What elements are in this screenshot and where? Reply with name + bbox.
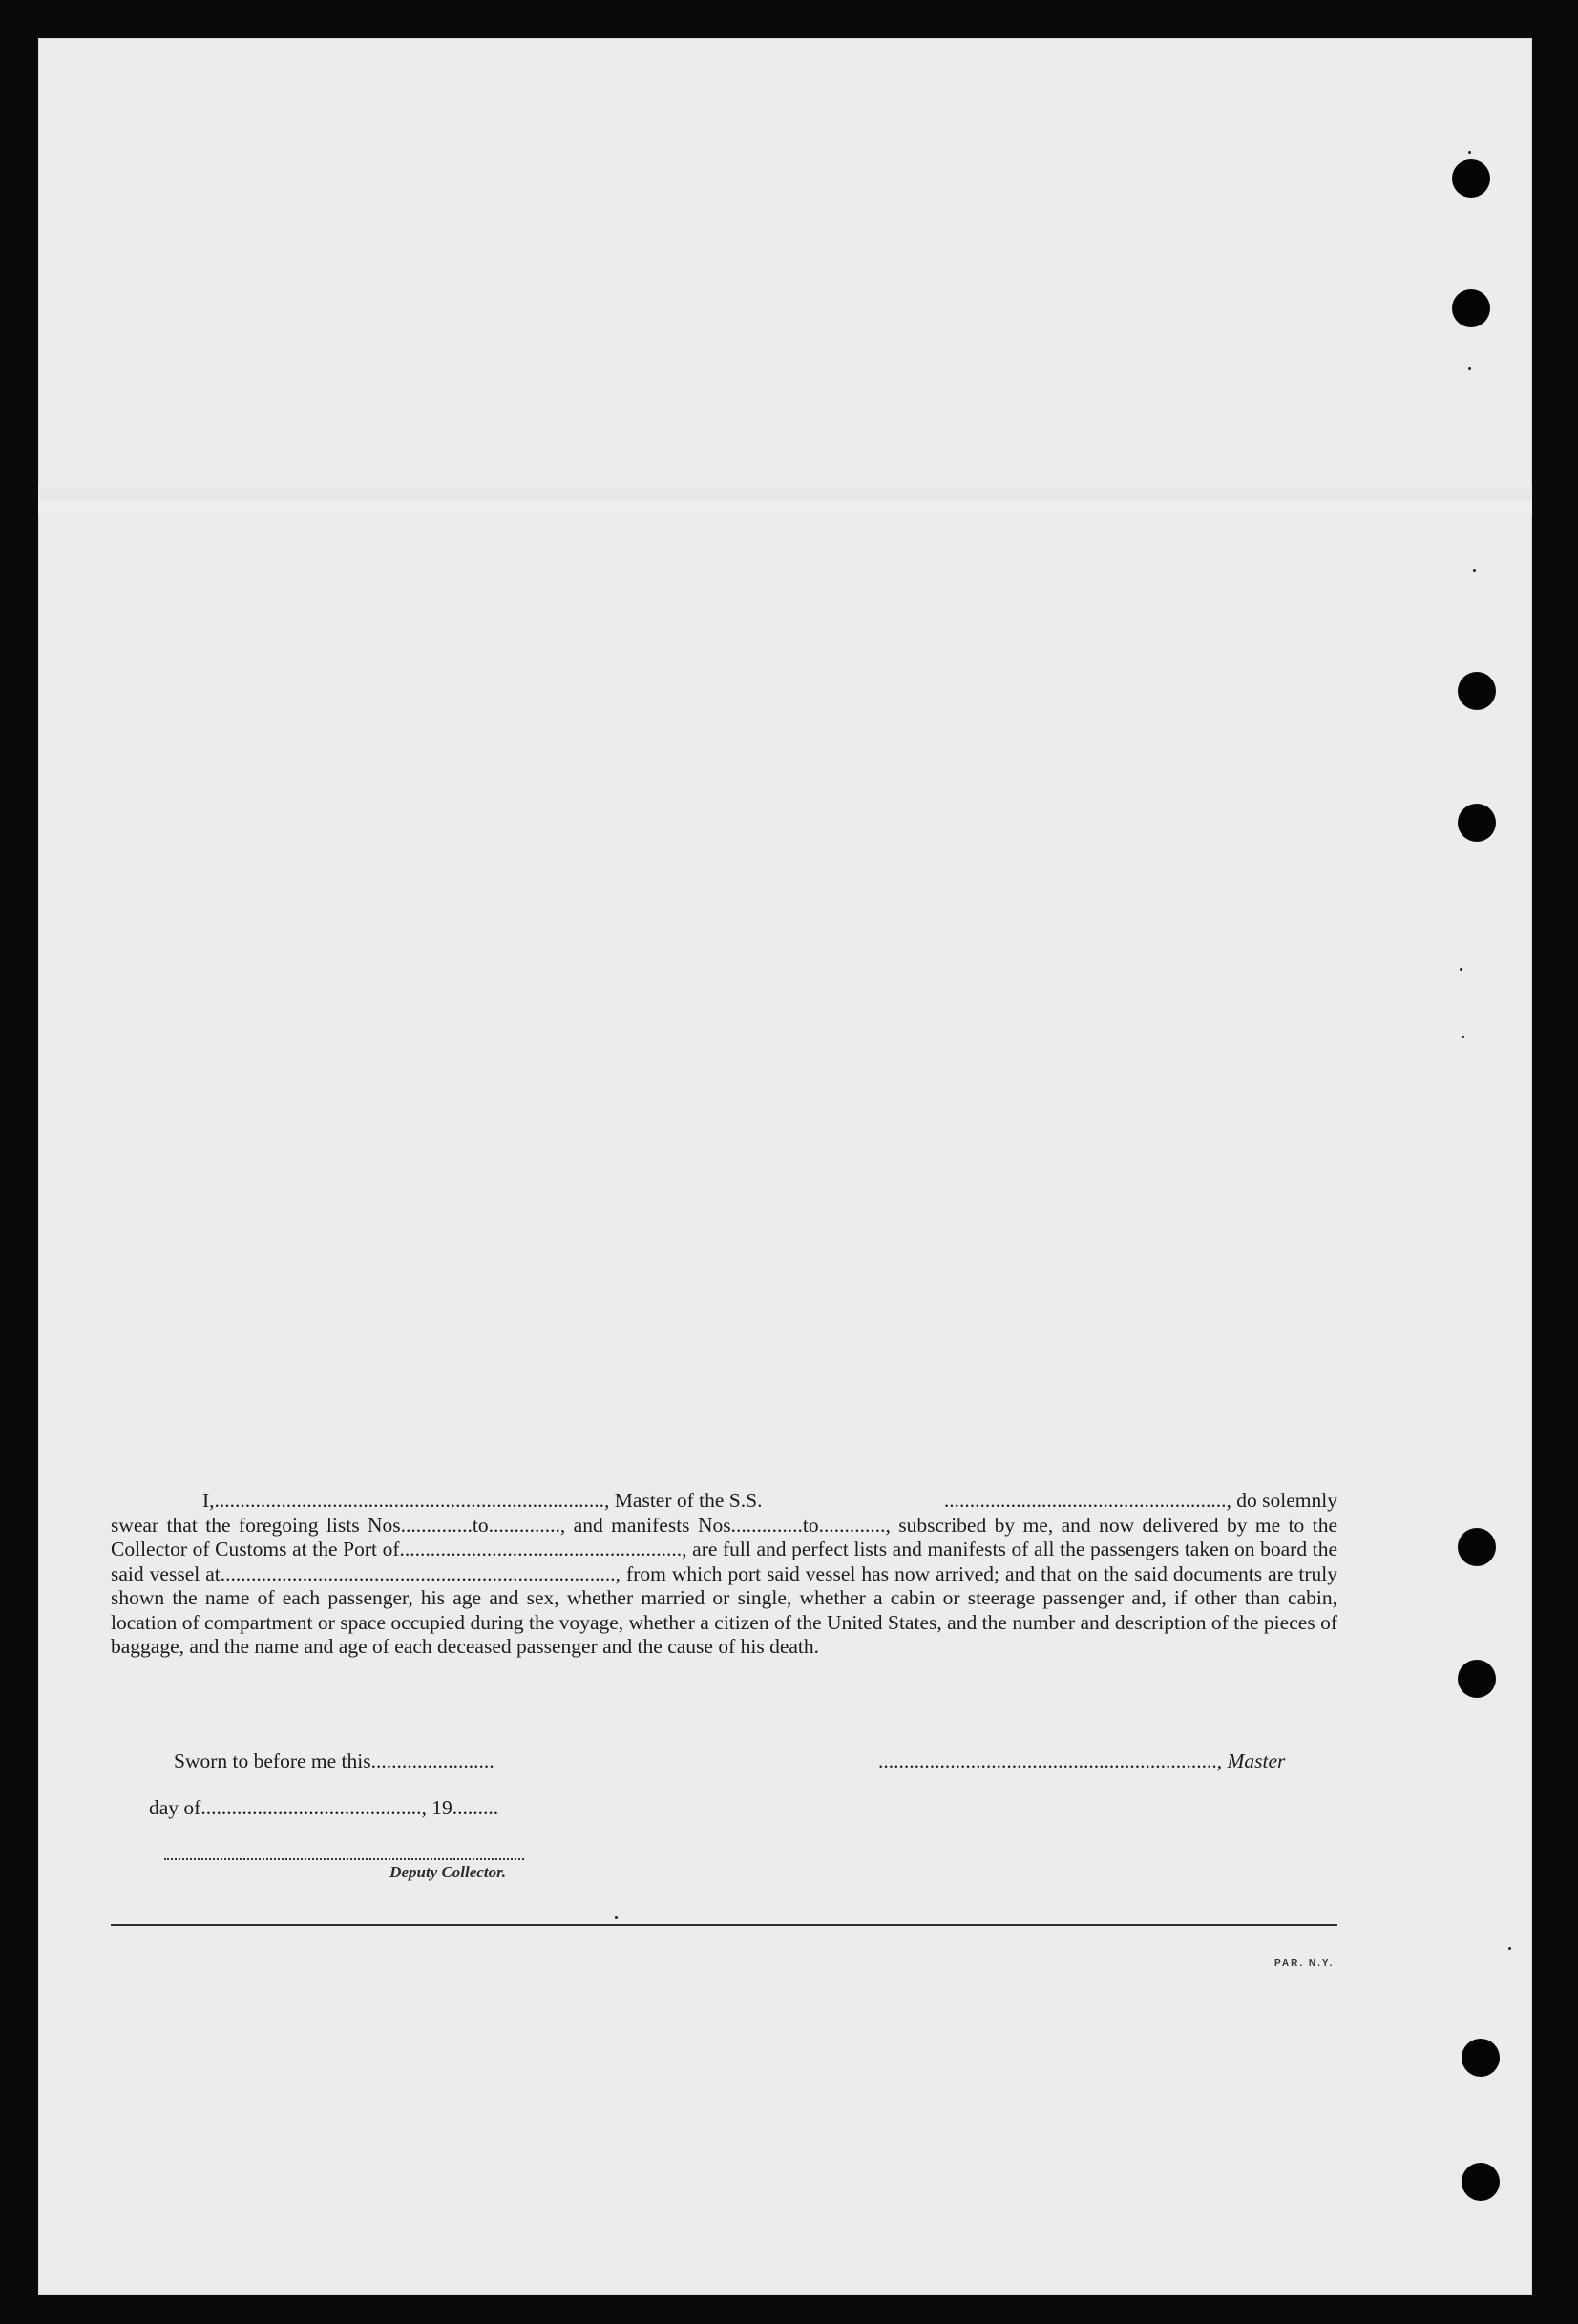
oath-body: swear that the foregoing lists Nos..............to.............., and manifests Nos..............to............., subscribed by me, and now delivered by me to the Collector of Customs at the Port of......................................................., are full and perfect lists and manifests of all the passengers taken on board the said vessel at............................................................................., from which port said vessel has now arrived; and that on the said documents are truly shown the name of each passenger, his age and sex, whether married or single, whether a cabin or steerage passenger and, if other than cabin, location of compartment or space occupied during the voyage, whether a citizen of the United States, and the number and description of the pieces of baggage, and the name and age of each deceased passenger and the cause of his death. xyxy=(111,1513,1337,1658)
day-of-label: day of xyxy=(149,1796,201,1819)
day-of-line xyxy=(149,1796,498,1820)
binder-hole xyxy=(1462,2163,1500,2201)
speck xyxy=(1468,151,1471,154)
speck xyxy=(1473,569,1476,572)
document-page xyxy=(38,38,1532,2295)
speck xyxy=(1462,1036,1464,1038)
oath-first-line xyxy=(111,1489,1337,1514)
oath-paragraph xyxy=(111,1489,1337,1660)
deputy-collector-label: Deputy Collector. xyxy=(389,1863,506,1881)
binder-hole xyxy=(1452,289,1490,327)
speck xyxy=(1468,367,1471,370)
day-of-blank: ..........................................., 19......... xyxy=(200,1796,499,1819)
binder-hole xyxy=(1452,159,1490,198)
master-signature-blank: .................................................................., xyxy=(878,1749,1223,1772)
speck xyxy=(1508,1947,1511,1950)
speck xyxy=(615,1916,618,1919)
binder-hole xyxy=(1458,1660,1496,1698)
oath-first-line-mid: ............................................................................, Master of the S.S. xyxy=(214,1489,763,1512)
deputy-signature-blank xyxy=(164,1858,524,1860)
binder-hole xyxy=(1462,2039,1500,2077)
sworn-date-blank: ........................ xyxy=(370,1749,494,1772)
oath-first-line-start: I, xyxy=(202,1489,215,1512)
master-label: Master xyxy=(1227,1749,1286,1772)
sworn-label: Sworn to before me this xyxy=(174,1749,371,1772)
bottom-rule xyxy=(111,1924,1337,1926)
printer-mark: PAR. N.Y. xyxy=(1274,1958,1335,1969)
master-signature-line xyxy=(878,1749,1285,1773)
page-fold-crease xyxy=(38,485,1532,515)
speck xyxy=(1460,968,1462,971)
oath-first-line-end: ......................................................., do solemnly xyxy=(943,1489,1337,1512)
sworn-line xyxy=(174,1749,494,1773)
binder-hole xyxy=(1458,804,1496,842)
binder-hole xyxy=(1458,672,1496,710)
binder-hole xyxy=(1458,1528,1496,1566)
